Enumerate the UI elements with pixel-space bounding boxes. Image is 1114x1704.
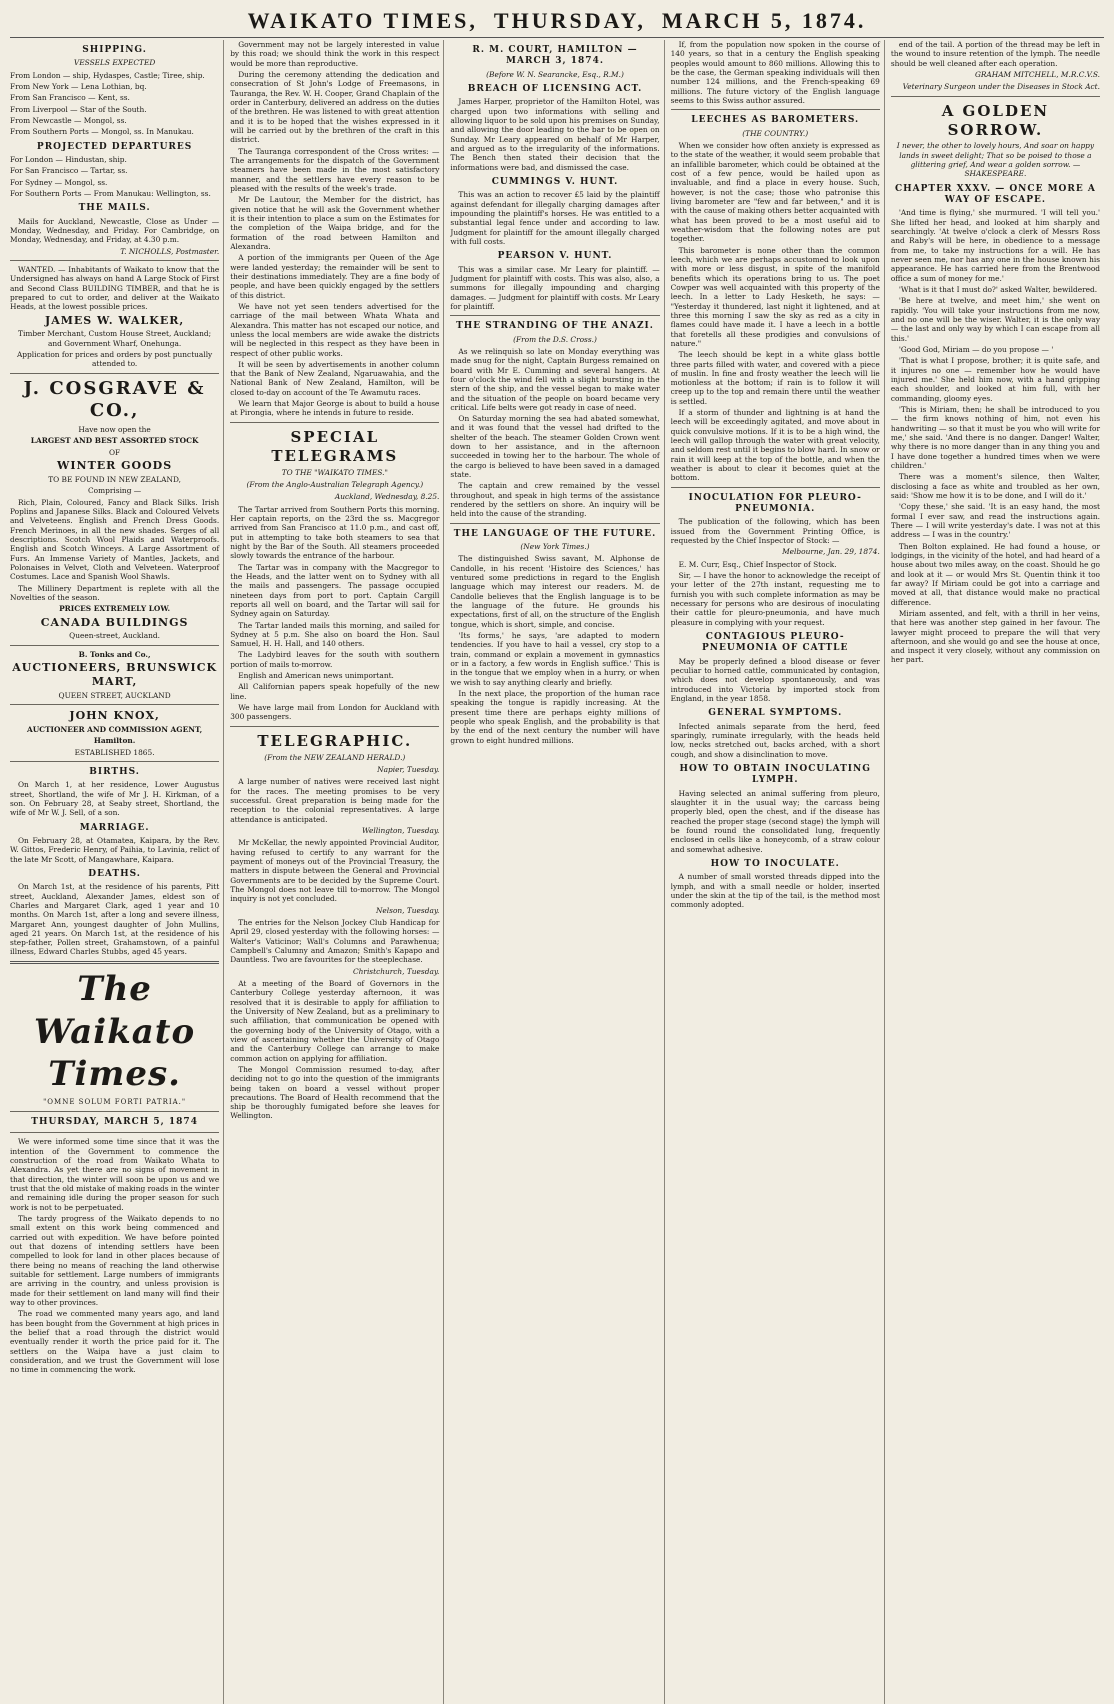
- story-paragraph: 'That is what I propose, brother; it is quite safe, and it injures no one — remember how he would have injured me.' She held him now, with a hand gripping each shoulder, and looked at him full, with her commanding, gloomy eyes.: [890, 356, 1101, 403]
- knox-role: AUCTIONEER AND COMMISSION AGENT,: [26, 724, 203, 734]
- divider: [230, 422, 439, 423]
- list-item: From San Francisco — Kent, ss.: [10, 93, 130, 103]
- divider: [10, 373, 219, 374]
- article-paragraph: The publication of the following, which has been issued from the Government Printing Office, is requested by the Chief Inspector of Stock: —: [670, 517, 880, 546]
- births-text: On March 1, at her residence, Lower Augustus street, Shortland, the wife of Mr J. H. Kirkman, of a son. On February 28, at Seaby street, Shortland, the wife of Mr W. J. Sell, of a son.: [10, 780, 220, 818]
- article-paragraph: On Saturday morning the sea had abated somewhat, and it was found that the vessel had drifted to the shelter of the beach. The steamer Golden Crown went down to her assistance, and in the afternoon succeeded in towing her to the harbour. The whole of the cargo is believed to have been saved in a damaged state.: [450, 414, 660, 480]
- dateline: Nelson, Tuesday.: [375, 905, 440, 915]
- list-item: For London — Hindustan, ship.: [10, 154, 127, 164]
- column-3: [450, 40, 664, 1704]
- story-paragraph: 'And time is flying,' she murmured. 'I will tell you.' She lifted her head, and looked at him sharply and searchingly. 'At twelve o'clock a clerk of Messrs Ross and Raby's will be here, in obedience to a message from me, to take my instructions for a will. He has never seen me, nor has any one in the house known his appearance. He has carried here from the Brentwood office a sum of money for me.': [890, 208, 1101, 283]
- list-item: From Liverpool — Star of the South.: [10, 104, 147, 114]
- telegram-paragraph: The Tartar landed mails this morning, and sailed for Sydney at 5 p.m. She also on board the Hon. Saul Samuel, H. H. Hall, and 140 others.: [230, 620, 440, 649]
- mails-heading: THE MAILS.: [78, 203, 151, 214]
- cosgrave-line: Have now open the: [78, 425, 151, 435]
- sorrow-heading: A GOLDEN SORROW.: [941, 101, 1050, 139]
- story-paragraph: Then Bolton explained. He had found a house, or lodgings, in the vicinity of the hotel, and had heard of a house about two miles away, on the coast. Should he go and look at it — or would Mrs St. Quentin think it too far away? If Miriam could be got into a carriage and moved at all, that distance would make no practical difference.: [890, 541, 1101, 607]
- anazi-source: (From the D.S. Cross.): [513, 334, 597, 344]
- article-paragraph: E. M. Curr, Esq., Chief Inspector of Stock.: [678, 559, 837, 569]
- court-subheading: (Before W. N. Searancke, Esq., R.M.): [486, 69, 624, 79]
- pleuro-subheading: CONTAGIOUS PLEURO-PNEUMONIA OF CATTLE: [702, 632, 849, 654]
- court-case-heading: BREACH OF LICENSING ACT.: [467, 83, 643, 94]
- list-item: From London — ship, Hydaspes, Castle; Tiree, ship.: [10, 70, 205, 80]
- telegram-paragraph: The Tartar was in company with the Macgregor to the Heads, and the latter went on to Sydney with all the mails and passengers. The passage occupied nineteen days from port to port. Captain Cargill reports all well on board, and the Tartar will sail for Sydney again on Saturday.: [230, 562, 440, 619]
- article-paragraph: This barometer is none other than the common leech, which we are perhaps accustomed to look upon with more or less disgust, in spite of the manifold benefits which its operations bring to us. The poet Cowper was well acquainted with this property of the leech. In a letter to Lady Hesketh, he says: — "Yesterday it thundered, last night it lightened, and at three this morning I saw the sky as red as a city in flames could have made it. I have a leech in a bottle that foretells all these prodigies and convulsions of nature.": [670, 245, 880, 348]
- divider: [10, 1132, 219, 1133]
- tonks-role: AUCTIONEERS, BRUNSWICK MART,: [12, 661, 218, 688]
- story-paragraph: Miriam assented, and felt, with a thrill in her veins, that here was another step gained in her favour. The lawyer might proceed to prepare the will that very afternoon, and she would go and see the house at once, and inspect it very closely, without any commission on her part.: [890, 608, 1101, 665]
- news-paragraph: A portion of the immigrants per Queen of the Age were landed yesterday; the remainder will be sent to their destinations immediately. They are a fine body of people, and have been quickly engaged by the settlers of this district.: [230, 253, 440, 300]
- pleuro-subheading: GENERAL SYMPTOMS.: [708, 708, 843, 719]
- cosgrave-name: J. COSGRAVE & CO.,: [23, 377, 206, 422]
- article-paragraph: If, from the population now spoken in the course of 140 years, so that in a century the English speaking peoples would amount to 860 millions. Allowing this to be the case, the German speaking individuals will then number 124 millions, and the French-speaking 69 millions. The future victory of the English language seems to this Swiss author assured.: [670, 40, 880, 105]
- telegram-paragraph: The entries for the Nelson Jockey Club Handicap for April 29, closed yesterday with the following horses: — Walter's Vaticinor; Wall's Columns and Parawhenua; Campbell's Calumny and Amazon; Smith's Kapapo and Dauntless. Two are favourites for the steeplechase.: [230, 917, 440, 965]
- marriage-text: On February 28, at Otamatea, Kaipara, by the Rev. W. Gittos, Frederic Henry, of Paihia, to Lavinia, relict of the late Mr Scott, of Mangawhare, Kaipara.: [10, 835, 220, 864]
- shipping-subheading: VESSELS EXPECTED: [73, 58, 156, 68]
- court-paragraph: This was a similar case. Mr Leary for plaintiff. — Judgment for plaintiff with costs. This was also, also, a summons for illegally impounding and charging damages. — Judgment for plaintiff with costs. Mr Leary for plaintiff.: [450, 264, 660, 311]
- telegram-paragraph: At a meeting of the Board of Governors in the Canterbury College yesterday afternoon, it was resolved that it is desirable to apply for affiliation to the University of New Zealand, but as a preliminary to such affiliation, that communication be opened with the governing body of the University of Otago, with a view of ascertaining whether the University of Otago and the Canterbury College can arrange to make common action on applying for affiliation.: [230, 978, 440, 1063]
- deaths-heading: DEATHS.: [88, 868, 141, 879]
- story-paragraph: 'Copy these,' she said. 'It is an easy hand, the most formal I ever saw, and read the instructions again. There — I will write yesterday's date. I was not at this address — I was in the country.': [890, 502, 1101, 540]
- list-item: For San Francisco — Tartar, ss.: [10, 166, 128, 176]
- knox-place: Hamilton.: [93, 736, 136, 746]
- divider: [10, 961, 219, 964]
- list-item: From Newcastle — Mongol, ss.: [10, 115, 127, 125]
- news-paragraph: The Tauranga correspondent of the Cross writes: — The arrangements for the dispatch of the Government steamers have been made in the most satisfactory manner, and the settlers have every reason to be pleased with the results of the week's trade.: [230, 146, 440, 193]
- article-paragraph: If a storm of thunder and lightning is at hand the leech will be exceedingly agitated, and move about in quick convulsive motions. If it is to be a high wind, the leech will gallop through the water with great velocity, and seldom rest until it begins to blow hard. In snow or rain it will keep at the top of the bottle, and when the weather is about to clear it becomes quiet at the bottom.: [670, 408, 880, 483]
- article-paragraph: Sir, — I have the honor to acknowledge the receipt of your letter of the 27th instant, requesting me to furnish you with such complete information as may be necessary for persons who are desirous of inoculating their cattle for pleuro-pneumonia, and have much pleasure in complying with your request.: [670, 571, 880, 627]
- pleuro-subheading: HOW TO INOCULATE.: [710, 858, 840, 869]
- pleuro-heading: INOCULATION FOR PLEURO-PNEUMONIA.: [688, 492, 862, 515]
- knox-established: ESTABLISHED 1865.: [74, 747, 155, 757]
- telegram-paragraph: All Californian papers speak hopefully of the new line.: [230, 682, 440, 701]
- article-paragraph: The captain and crew remained by the vessel throughout, and speak in high terms of the assistance rendered by the settlers on shore. An inquiry will be held into the cause of the stranding.: [450, 481, 660, 519]
- divider: [10, 761, 219, 762]
- divider: [671, 109, 880, 110]
- tonks-address: QUEEN STREET, AUCKLAND: [58, 690, 171, 700]
- language-heading: THE LANGUAGE OF THE FUTURE.: [453, 528, 657, 539]
- masthead-title: WAIKATO TIMES,: [247, 8, 478, 33]
- walker-name: JAMES W. WALKER,: [44, 313, 185, 327]
- divider: [10, 704, 219, 705]
- dateline: Napier, Tuesday.: [377, 765, 440, 774]
- court-paragraph: James Harper, proprietor of the Hamilton Hotel, was charged upon two informations with selling and allowing liquor to be sold upon his premises on Sunday, and allowing the door leading to the bar to be open on Sunday. Mr Leary appeared on behalf of Mr Harper, and argued as to the irregularity of the informations. The Bench then stated their decision that the informations were bad, and dismissed the case.: [450, 97, 660, 172]
- dateline: Melbourne, Jan. 29, 1874.: [782, 547, 880, 557]
- court-paragraph: This was an action to recover £5 laid by the plaintiff against defendant for illegally charging damages after impounding the plaintiff's horses. He was entitled to a substantial legal fence under and according to law. Judgment for plaintiff for the amount illegally charged with full costs.: [450, 190, 660, 246]
- column-2: [230, 40, 444, 1704]
- shipping-list: [10, 71, 219, 137]
- divider: [450, 315, 659, 316]
- shipping-heading: SHIPPING.: [82, 45, 147, 55]
- news-paragraph: We learn that Major George is about to build a house at Pirongia, where he intends in future to reside.: [230, 399, 440, 418]
- story-paragraph: There was a moment's silence, then Walter, disclosing a face as white and troubled as her own, said: 'Show me how it is to be done, and I will do it.': [890, 472, 1101, 500]
- paper-motto: "OMNE SOLUM FORTI PATRIA.": [43, 1098, 187, 1107]
- dateline: Christchurch, Tuesday.: [353, 966, 440, 976]
- article-paragraph: 'Its forms,' he says, 'are adapted to modern tendencies. If you have to hail a vessel, cry stop to a train, command or explain a movement in gymnastics or in a factory, a few words in English suffice.' This is in the tongue that we employ when in a hurry, or when we wish to say anything clearly and briefly.: [450, 631, 660, 687]
- article-paragraph: The distinguished Swiss savant, M. Alphonse de Candolle, in his recent 'Histoire des Sciences,' has ventured some predictions in regard to the English language which may interest our readers. M. de Candolle believes that the English language is to be the language of the future. He grounds his expectations, first of all, on the structure of the English tongue, which is short, simple, and concise.: [450, 554, 660, 629]
- article-paragraph: end of the tail. A portion of the thread may be left in the wound to insure retention of the lymph. The needle should be well cleaned after each operation.: [890, 40, 1101, 68]
- special-telegrams-heading: SPECIAL TELEGRAMS: [271, 427, 399, 465]
- article-paragraph: Infected animals separate from the herd, feed sparingly, ruminate irregularly, with the heads held low, necks stretched out, backs arched, with a short cough, and show a disinclination to move.: [670, 721, 880, 759]
- sorrow-verse: I never, the other to lovely hours, And soar on happy lands in sweet delight; That so be poised to those a glittering grief, And wear a golden sorrow. — SHAKESPEARE.: [896, 141, 1095, 179]
- column-4: [671, 40, 885, 1704]
- telegram-paragraph: We have large mail from London for Auckland with 300 passengers.: [230, 703, 440, 722]
- article-paragraph: When we consider how often anxiety is expressed as to the state of the weather, it would seem probable that an infallible barometer, which could be obtained at the cost of a few pence, would be hailed upon as invaluable, and find a place in every house. Such, however, is not the case; those who patronise this living barometer are "few and far between," and it is with the cause of making others better acquainted with what has been proved to be a most useful aid to weather-wisdom that the following notes are put together.: [670, 140, 880, 244]
- divider: [10, 260, 219, 261]
- cosgrave-goods: Rich, Plain, Coloured, Fancy and Black Silks. Irish Poplins and Japanese Silks. Black and Coloured Velvets and Velveteens. English and French Dress Goods. French Merinoes, in all the new shades. Serges of all descriptions. Scotch Wool Plaids and Waterproofs. English and Scotch Winceys. A Large Assortment of Furs. An Immense Variety of Mantles, Jackets, and Polonaises in Velvet, Cloth and Velveteen. Waterproof Costumes. Lace and Spanish Wool Shawls.: [10, 497, 220, 582]
- special-telegrams-sub: TO THE "WAIKATO TIMES.": [281, 467, 388, 477]
- mails-signature: T. NICHOLLS, Postmaster.: [120, 246, 220, 256]
- telegram-paragraph: The Tartar arrived from Southern Ports this morning. Her captain reports, on the 23rd the ss. Macgregor arrived from San Francisco at 11.0 p.m., and cast off, put in attempting to take both steamers to sea that night by the Bar of the South. All steamers proceeded slowly towards the entrance of the harbour.: [230, 504, 440, 561]
- dateline: Wellington, Tuesday.: [362, 825, 440, 835]
- divider: [450, 523, 659, 524]
- editorial-paragraph: The tardy progress of the Waikato depends to no small extent on this work being commenced and carried out with expedition. We have before pointed out that dozens of intending settlers have been compelled to look for land in other places because of there being no means of reaching the land otherwise suitable for settlement. Large numbers of immigrants are arriving in the country, and unless provision is made for their settlement on land many will find their way to other provinces.: [10, 1214, 220, 1308]
- mails-text: Mails for Auckland, Newcastle, Close as Under — Monday, Wednesday, and Friday. For Cambridge, on Monday, Wednesday, and Friday, at 4.30 p.m.: [10, 216, 220, 245]
- deaths-text: On March 1st, at the residence of his parents, Pitt street, Auckland, Alexander James, eldest son of Charles and Margaret Clark, aged 1 year and 10 months. On March 1st, after a long and severe illness, Margaret Ann, youngest daughter of John Mullins, aged 21 years. On March 1st, at the residence of his step-father, Pollen street, Grahamstown, of a painful illness, Edward Charles Stubbs, aged 45 years.: [10, 882, 220, 957]
- article-paragraph: A number of small worsted threads dipped into the lymph, and with a small needle or holder, inserted under the skin at the tip of the tail, is the method most commonly adopted.: [670, 872, 880, 910]
- article-paragraph: The leech should be kept in a white glass bottle three parts filled with water, and covered with a piece of muslin. In fine and frosty weather the leech will lie motionless at the bottom; if rain is to follow it will creep up to the top and remain there until the weather is settled.: [670, 350, 880, 406]
- divider: [671, 487, 880, 488]
- news-paragraph: Mr De Lautour, the Member for the district, has given notice that he will ask the Government whether it is their intention to place a sum on the Estimates for the completion of the Waipa bridge, and for the formation of the road between Hamilton and Alexandra.: [230, 195, 440, 251]
- article-paragraph: Having selected an animal suffering from pleuro, slaughter it in the usual way; the carcass being properly bled, open the chest, and if the disease has reached the proper stage (second stage) the lymph will be found round the consolidated lung, frequently enclosed in cells like a honeycomb, of a straw colour and somewhat adhesive.: [670, 788, 880, 854]
- telegram-paragraph: A large number of natives were received last night for the races. The meeting promises to be very successful. Great preparation is being made for the reception to the colonial representatives. A large attendance is anticipated.: [230, 777, 440, 824]
- story-paragraph: 'What is it that I must do?' asked Walter, bewildered.: [898, 285, 1098, 295]
- paper-nameplate: The Waikato Times.: [34, 968, 196, 1095]
- editorial-date: THURSDAY, MARCH 5, 1874: [31, 1117, 198, 1128]
- leeches-source: (THE COUNTRY.): [742, 128, 809, 138]
- canada-name: CANADA BUILDINGS: [40, 615, 189, 629]
- cosgrave-line: OF: [109, 447, 121, 457]
- signature-role: Veterinary Surgeon under the Diseases in Stock Act.: [902, 82, 1101, 92]
- dateline: Auckland, Wednesday, 8.25.: [334, 492, 440, 502]
- article-paragraph: As we relinquish so late on Monday everything was made snug for the night, Captain Burgess remained on board with Mr E. Cumming and several hangers. At four o'clock the wind fell with a slight bursting in the stern of the ship, and the vessel began to make water and the situation of the people on board became very critical. Life belts were got ready in case of need.: [450, 346, 660, 412]
- departures-list: [10, 155, 219, 198]
- wanted-ad-text: WANTED. — Inhabitants of Waikato to know that the Undersigned has always on hand A Large Stock of First and Second Class BUILDING TIMBER, and that he is prepared to cut to order, and deliver at the Waikato Heads, at the lowest possible prices.: [10, 264, 220, 312]
- cosgrave-line: LARGEST AND BEST ASSORTED STOCK: [30, 436, 199, 446]
- births-heading: BIRTHS.: [89, 766, 140, 777]
- departures-heading: PROJECTED DEPARTURES: [36, 141, 193, 152]
- court-case-heading: CUMMINGS V. HUNT.: [491, 176, 619, 187]
- knox-name: JOHN KNOX,: [69, 709, 160, 723]
- cosgrave-line: TO BE FOUND IN NEW ZEALAND,: [48, 474, 181, 484]
- masthead: [10, 8, 1104, 38]
- article-paragraph: In the next place, the proportion of the human race speaking the tongue is rapidly increasing. At the present time there are perhaps eighty millions of people who speak English, and the probability is that by the end of the next century the number will have grown to eight hundred millions.: [450, 689, 660, 745]
- language-source: (New York Times.): [520, 542, 590, 552]
- list-item: From Southern Ports — Mongol, ss. In Manukau.: [10, 127, 194, 137]
- cosgrave-note: The Millinery Department is replete with all the Novelties of the season.: [10, 583, 220, 602]
- column-5: [891, 40, 1104, 1704]
- walker-note: Application for prices and orders by post punctually attended to.: [16, 350, 213, 369]
- editorial-continuation: Government may not be largely interested in value by this road; we should think the work in this respect would be more than reproductive.: [230, 40, 440, 68]
- canada-address: Queen-street, Auckland.: [69, 631, 161, 641]
- court-heading: R. M. COURT, HAMILTON — MARCH 3, 1874.: [472, 45, 638, 67]
- tonks-name: B. Tonks and Co.,: [78, 649, 151, 659]
- sorrow-chapter: CHAPTER XXXV. — ONCE MORE A WAY OF ESCAPE.: [895, 183, 1096, 206]
- list-item: For Southern Ports — From Manukau: Wellington, ss.: [10, 188, 211, 198]
- editorial-paragraph: The road we commented many years ago, and land has been bought from the Government at high prices in the belief that a road through the district would eventually render it worth the price paid for it. The settlers on the Waipa have a just claim to consideration, and we trust the Government will lose no time in commencing the work.: [10, 1309, 220, 1375]
- telegraphic-heading: TELEGRAPHIC.: [257, 731, 413, 750]
- court-case-heading: PEARSON V. HUNT.: [497, 251, 613, 262]
- cosgrave-line: WINTER GOODS: [57, 459, 173, 473]
- walker-address: Timber Merchant, Custom House Street, Auckland; and Government Wharf, Onehunga.: [18, 329, 212, 348]
- telegram-paragraph: The Ladybird leaves for the south with southern portion of mails to-morrow.: [230, 650, 440, 669]
- story-paragraph: 'Be here at twelve, and meet him,' she went on rapidly. 'You will take your instructions from me now, and no one will be the wiser. Walter, it is the only way — the last and only way by which I can escape from all this.': [890, 296, 1101, 343]
- divider: [891, 96, 1100, 97]
- divider: [230, 726, 439, 727]
- special-telegrams-source: (From the Anglo-Australian Telegraph Agency.): [246, 479, 424, 489]
- list-item: From New York — Lena Lothian, bq.: [10, 81, 147, 91]
- marriage-heading: MARRIAGE.: [79, 822, 150, 833]
- news-paragraph: During the ceremony attending the dedication and consecration of St John's Lodge of Freemasons, in Tauranga, the Rev. W. H. Cooper, Grand Chaplain of the order in Canterbury, delivered an address on the duties of the brethren. He was listened to with great attention and it is to be hoped that the wishes expressed in it will be carried out by the brethren of the craft in this district.: [230, 69, 440, 145]
- news-paragraph: We have not yet seen tenders advertised for the carriage of the mail between Whata Whata and Alexandra. This matter has not escaped our notice, and unless the local members are wide awake the districts will be neglected in this respect as they have been in respect of other public works.: [230, 301, 440, 358]
- cosgrave-prices: PRICES EXTREMELY LOW.: [59, 604, 171, 614]
- anazi-heading: THE STRANDING OF THE ANAZI.: [456, 321, 654, 332]
- list-item: For Sydney — Mongol, ss.: [10, 177, 108, 187]
- article-paragraph: May be properly defined a blood disease or fever peculiar to horned cattle, communicated by contagion, which does not develop spontaneously, and was introduced into Victoria by imported stock from England, in the year 1858.: [670, 656, 880, 703]
- story-paragraph: 'Good God, Miriam — do you propose — ': [898, 344, 1054, 354]
- signature: GRAHAM MITCHELL, M.R.C.V.S.: [974, 69, 1101, 79]
- pleuro-subheading: HOW TO OBTAIN INOCULATING LYMPH.: [679, 763, 871, 786]
- editorial-paragraph: We were informed some time since that it was the intention of the Government to commence the construction of the road from Waikato Whata to Alexandra. As yet there are no signs of movement in that direction, the winter will soon be upon us and we trust that the old mistake of making roads in the winter and remaining idle during the proper season for such work is not to be perpetuated.: [10, 1137, 220, 1212]
- column-1: [10, 40, 224, 1704]
- cosgrave-line: Comprising —: [88, 486, 142, 496]
- masthead-date: MARCH 5, 1874.: [661, 8, 867, 33]
- telegram-paragraph: English and American news unimportant.: [238, 671, 394, 681]
- news-paragraph: It will be seen by advertisements in another column that the Bank of New Zealand, Ngaruawahia, and the National Bank of New Zealand, Hamilton, will be closed to-day on account of the Te Awamutu races.: [230, 359, 440, 397]
- divider: [10, 645, 219, 646]
- story-paragraph: 'This is Miriam, then; he shall be introduced to you — the firm knows nothing of him, not even his handwriting — so that it must be you who will write for me,' she said. 'And there is no danger. Danger! Walter, why there is no more danger than in any thing you and I have done together a hundred times when we were children.': [890, 404, 1101, 470]
- divider: [10, 1111, 219, 1112]
- telegram-paragraph: Mr McKellar, the newly appointed Provincial Auditor, having refused to certify to any warrant for the payment of moneys out of the Provincial Treasury, the matters in dispute between the General and Provincial Governments are to be decided by the Supreme Court. The Mongol does not leave till to-morrow. The Mongol inquiry is not yet concluded.: [230, 838, 440, 904]
- leeches-heading: LEECHES AS BAROMETERS.: [691, 115, 860, 126]
- masthead-day: THURSDAY,: [493, 8, 646, 33]
- telegram-paragraph: The Mongol Commission resumed to-day, after deciding not to go into the question of the immigrants being taken on board a vessel without proper precautions. The Board of Health recommend that the ship be thoroughly fumigated before she leaves for Wellington.: [230, 1064, 440, 1121]
- telegraphic-source: (From the NEW ZEALAND HERALD.): [264, 752, 406, 762]
